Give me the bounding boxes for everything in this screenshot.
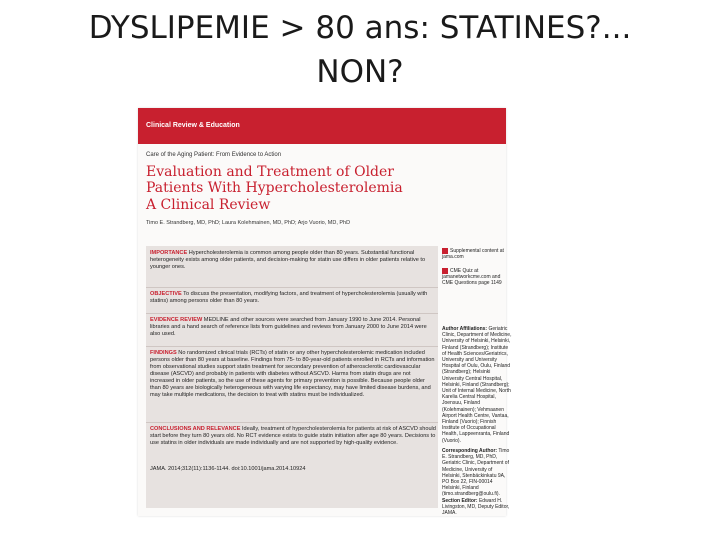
abstract-text: Ideally, treatment of hypercholesterolemia for patients at risk of ASCVD should start before they turn 80 years old. No RCT evidence exists to guide statin initiation after age 80 years. Decisions to use statins in older individuals are made individually and are not supported by high-quality evidence. (150, 426, 436, 446)
article-citation: JAMA. 2014;312(11):1136-1144. doi:10.1001/jama.2014.10924 (150, 466, 306, 472)
article-subhead: A Clinical Review (146, 197, 271, 213)
divider (146, 287, 438, 288)
slide-title-line-2: NON? (316, 54, 404, 90)
abstract-importance (150, 250, 436, 271)
abstract-objective (150, 291, 436, 305)
section-editor (442, 498, 512, 517)
abstract-text: Hypercholesterolemia is common among people older than 80 years. Substantial functional heterogeneity exists among older patients, and decision-making for statin use differs in older patients relative to younger ones. (150, 250, 426, 270)
divider (146, 422, 438, 423)
cme-note (442, 268, 512, 287)
abstract-label: OBJECTIVE (150, 291, 182, 297)
abstract-findings (150, 350, 436, 399)
abstract-text: To discuss the presentation, modifying factors, and treatment of hypercholesterolemia (usually with statins) among persons older than 80 years. (150, 291, 428, 304)
article-page-image (138, 108, 512, 517)
abstract-label: CONCLUSIONS AND RELEVANCE (150, 426, 241, 432)
abstract-label: FINDINGS (150, 350, 177, 356)
cme-text: CME Quiz at jamanetworkcme.com and CME Questions page 1149 (442, 268, 502, 287)
abstract-evidence-review (150, 317, 436, 338)
editor-label: Section Editor: (442, 498, 478, 504)
abstract-label: EVIDENCE REVIEW (150, 317, 203, 323)
abstract-text: MEDLINE and other sources were searched from January 1990 to June 2014. Personal libraries and a hand search of reference lists from guidelines and reviews from January 2000 to June 2014 were also used. (150, 317, 427, 337)
supplemental-text: Supplemental content at jama.com (442, 248, 504, 261)
divider (146, 346, 438, 347)
corresponding-text: Timo E. Strandberg, MD, PhD, Geriatric Clinic, Department of Medicine, University of Helsinki, Stenbäckinkatu 9A, PO Box 22, FIN-00014 Helsinki, Finland (timo.strandberg@oulu.fi). (442, 448, 510, 498)
editor-text: Edward H. Livingston, MD, Deputy Editor, JAMA. (442, 498, 510, 517)
cme-quiz-icon (442, 268, 448, 274)
corresponding-author (442, 448, 512, 498)
article-headline: Evaluation and Treatment of Older Patients With Hypercholesterolemia (146, 164, 403, 196)
supplement-icon (442, 248, 448, 254)
abstract-text: No randomized clinical trials (RCTs) of statin or any other hypercholesterolemic medication included persons older than 80 years at baseline. Findings from 75- to 80-year-old patients enrolled in RCTs and information from observational studies support statin treatment for secondary prevention of atherosclerotic cardiovascular disease (ASCVD) and probably in patients with diabetes without ASCVD. Harms from statin drugs are not increased in older patients, so the use of these agents for primary prevention is possible. Because people older than 80 years are biologically heterogeneous with varying life expectancy, may have limited disease burdens, and may take multiple medications, the decision to treat with statins must be individualized. (150, 350, 435, 398)
abstract-label: IMPORTANCE (150, 250, 188, 256)
slide-title-line-1: DYSLIPEMIE > 80 ans: STATINES?... (88, 10, 632, 46)
abstract-conclusions (150, 426, 436, 447)
banner-text: Clinical Review & Education (146, 122, 240, 129)
article-authors: Timo E. Strandberg, MD, PhD; Laura Kolehmainen, MD, PhD; Arjo Vuorio, MD, PhD (146, 220, 351, 226)
slide-title (0, 6, 720, 94)
divider (146, 313, 438, 314)
affiliations-text: Geriatric Clinic, Department of Medicine, University of Helsinki, Helsinki, Finland (Strandberg); Institute of Health Sciences/Geriatrics, University and University Hospital of Oulu, Oulu, Finland (Strandberg); Helsinki University Central Hospital, Helsinki, Finland (Strandberg); Unit of Internal Medicine, North Karelia Central Hospital, Joensuu, Finland (Kolehmainen); Vehmaanen Airport Health Centre, Vantaa, Finland (Vuorio); Finnish Institute of Occupational Health, Lappeenranta, Finland (Vuorio). (442, 326, 512, 444)
corresponding-label: Corresponding Author: (442, 448, 498, 454)
author-affiliations (442, 326, 512, 444)
affiliations-label: Author Affiliations: (442, 326, 488, 332)
supplemental-note (442, 248, 512, 260)
article-kicker: Care of the Aging Patient: From Evidence to Action (146, 152, 282, 158)
abstract-box (146, 246, 438, 508)
